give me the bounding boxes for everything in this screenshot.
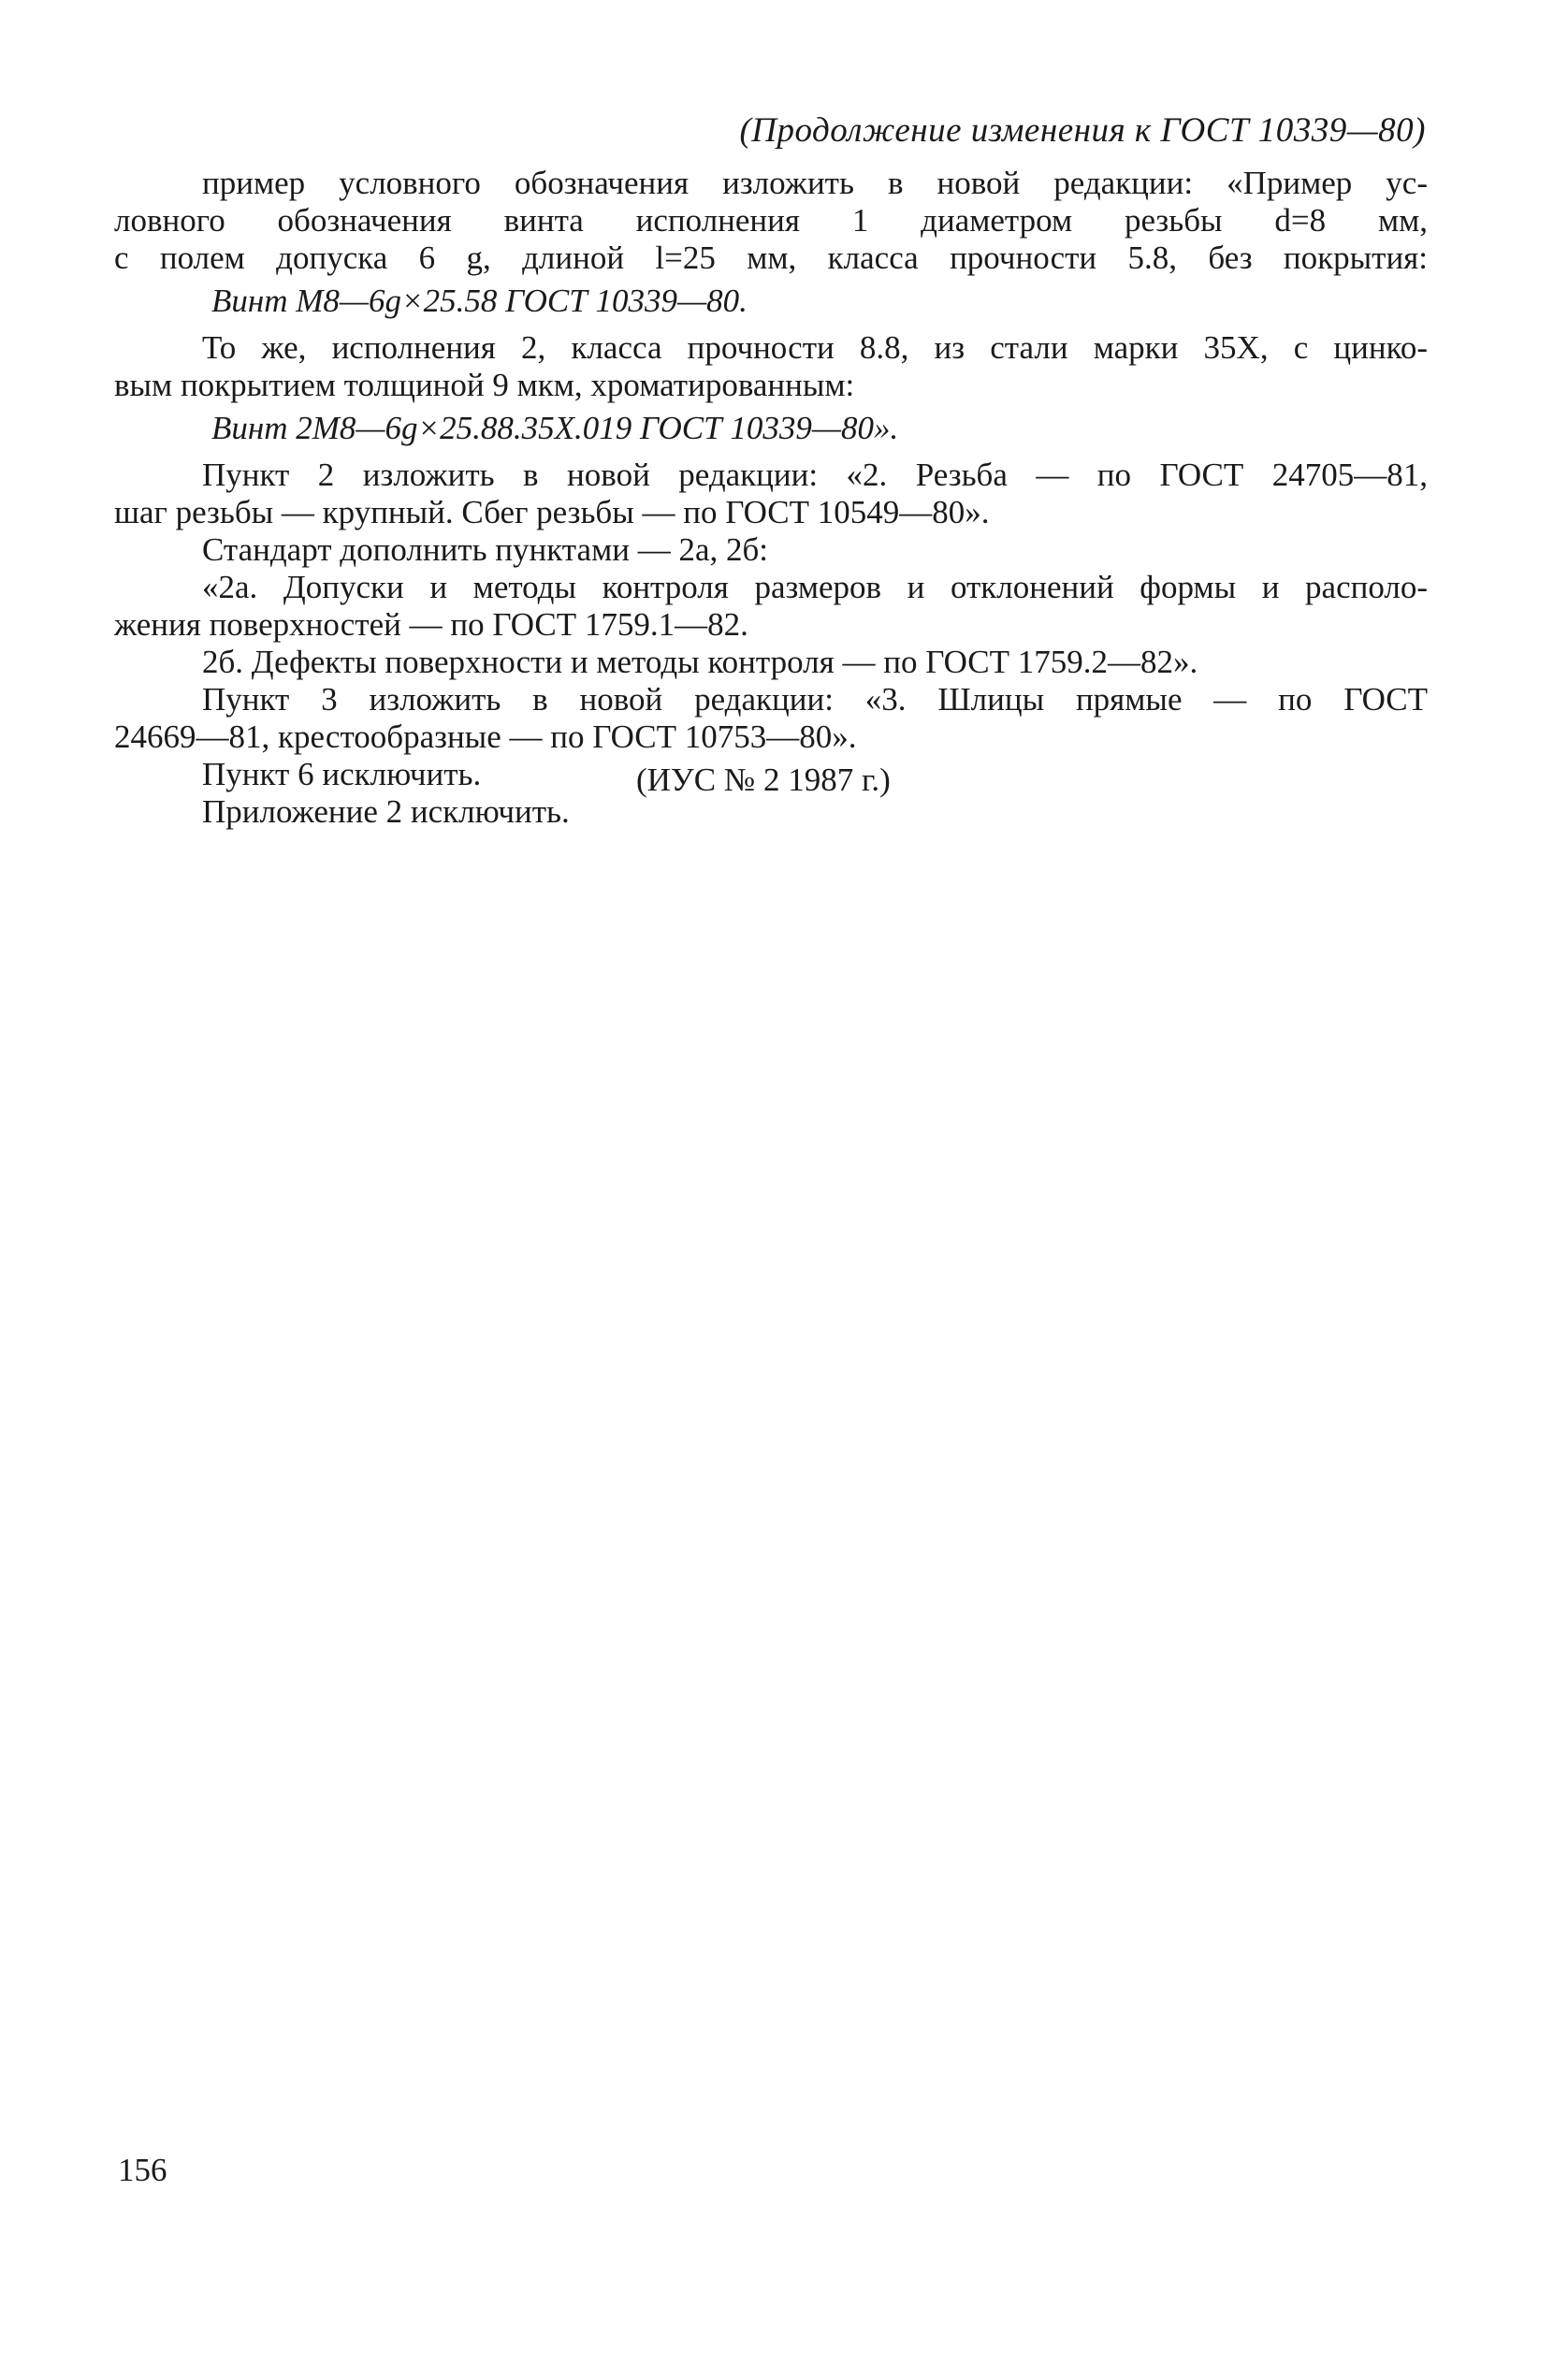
designation-example: Винт М8—6g×25.58 ГОСТ 10339—80. — [211, 283, 748, 319]
document-body — [114, 165, 1428, 831]
text-line: То же, исполнения 2, класса прочности 8.8, из стали марки 35Х, с цинко- — [202, 329, 1428, 366]
text-line: 24669—81, крестообразные — по ГОСТ 10753—80». — [114, 718, 857, 755]
text-line: Приложение 2 исключить. — [202, 793, 570, 830]
text-line: шаг резьбы — крупный. Сбег резьбы — по ГОСТ 10549—80». — [114, 494, 990, 530]
text-line: ловного обозначения винта исполнения 1 диаметром резьбы d=8 мм, — [114, 202, 1428, 239]
text-line: жения поверхностей — по ГОСТ 1759.1—82. — [114, 606, 748, 643]
text-line: Пункт 2 изложить в новой редакции: «2. Резьба — по ГОСТ 24705—81, — [202, 457, 1428, 493]
source-reference: (ИУС № 2 1987 г.) — [636, 762, 891, 798]
text-line: пример условного обозначения изложить в новой редакции: «Пример ус- — [202, 165, 1428, 201]
page-number: 156 — [118, 2152, 167, 2188]
page-header: (Продолжение изменения к ГОСТ 10339—80) — [739, 111, 1426, 150]
text-line: вым покрытием толщиной 9 мкм, хроматированным: — [114, 367, 855, 403]
designation-example: Винт 2М8—6g×25.88.35Х.019 ГОСТ 10339—80». — [211, 410, 899, 446]
text-line: «2а. Допуски и методы контроля размеров и отклонений формы и располо- — [202, 569, 1428, 605]
text-line: с полем допуска 6 g, длиной l=25 мм, класса прочности 5.8, без покрытия: — [114, 239, 1428, 276]
text-line: Пункт 6 исключить. — [202, 756, 482, 792]
text-line: 2б. Дефекты поверхности и методы контроля — по ГОСТ 1759.2—82». — [202, 644, 1198, 680]
text-line: Стандарт дополнить пунктами — 2а, 2б: — [202, 531, 769, 568]
text-line: Пункт 3 изложить в новой редакции: «3. Шлицы прямые — по ГОСТ — [202, 681, 1428, 718]
